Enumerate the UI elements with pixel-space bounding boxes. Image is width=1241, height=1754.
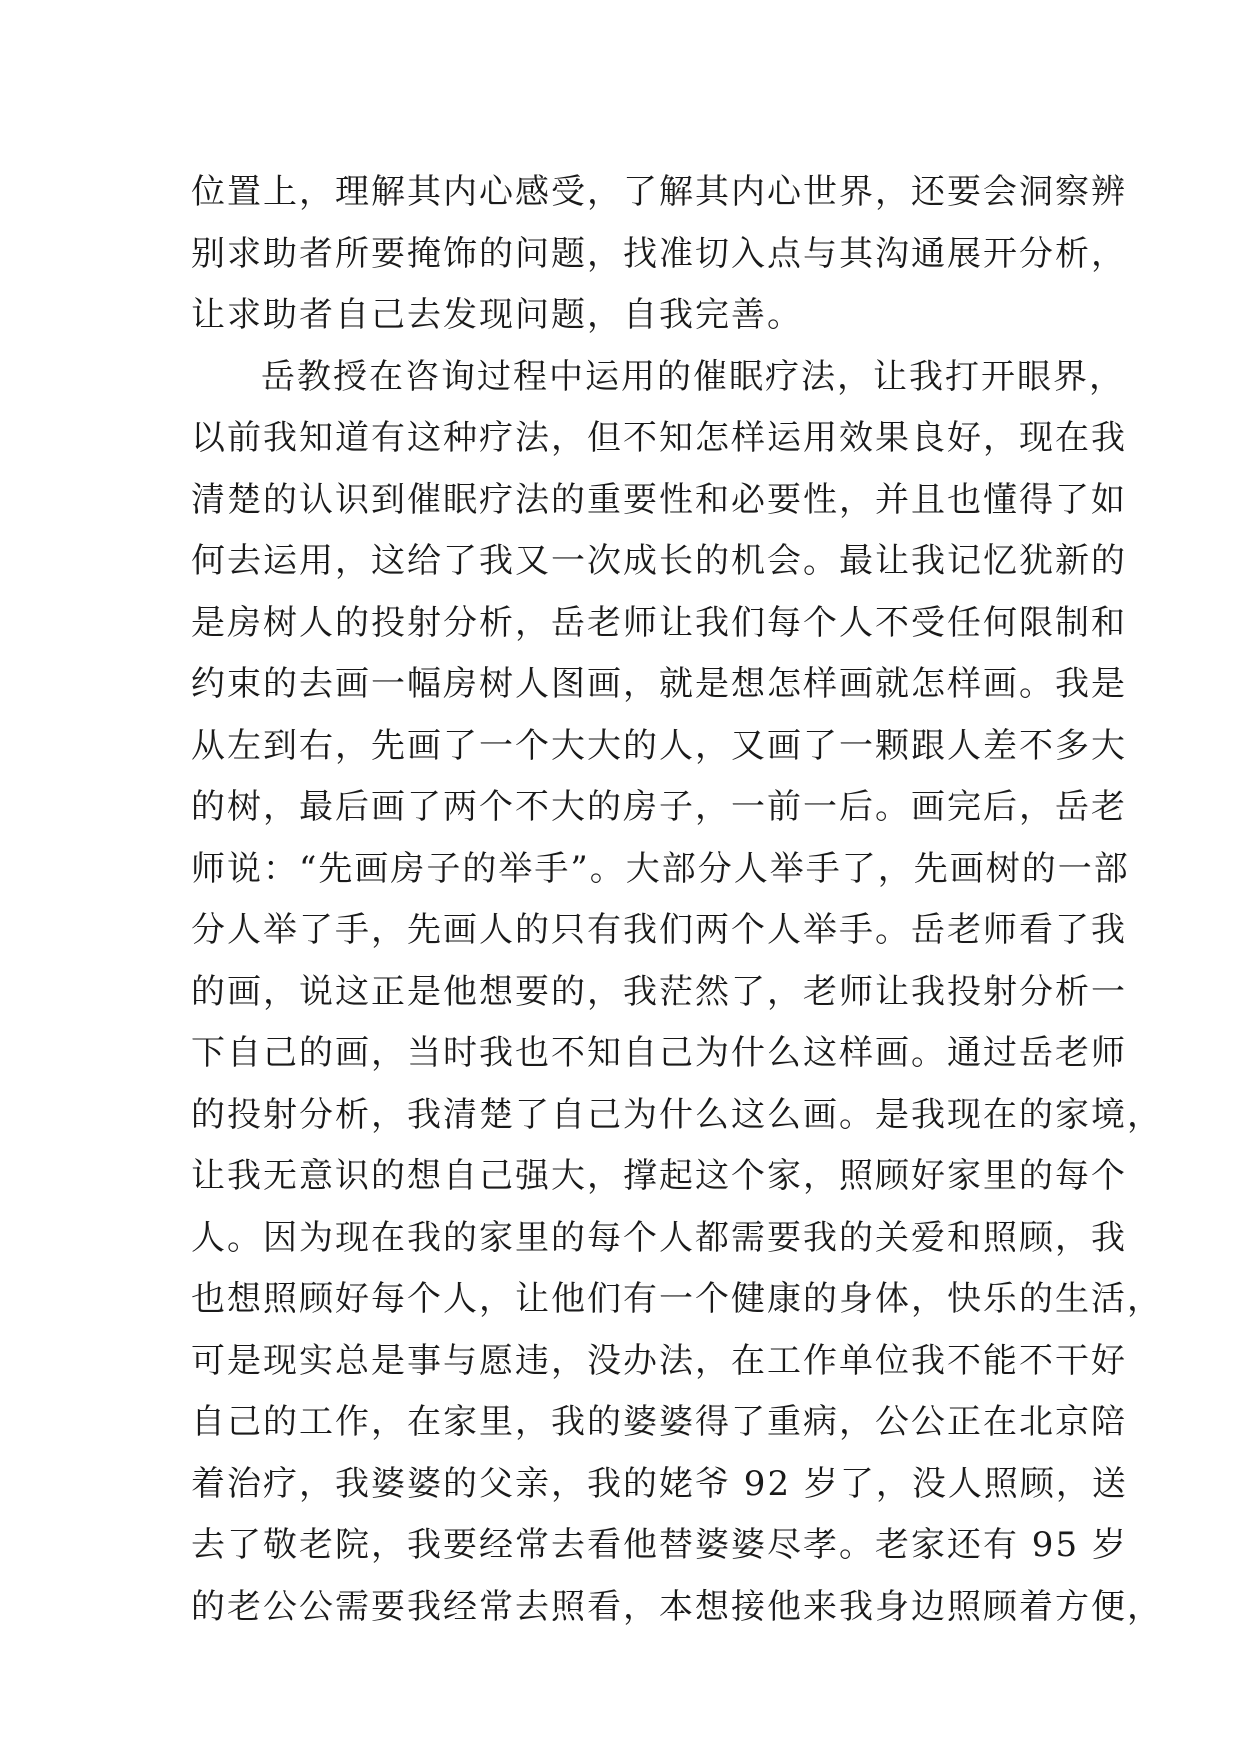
text-line: 的投射分析，我清楚了自己为什么这么画。是我现在的家境， [191, 1094, 1163, 1135]
text-line: 让我无意识的想自己强大，撑起这个家，照顾好家里的每个 [191, 1156, 1127, 1196]
text-line: 让求助者自己去发现问题，自我完善。 [191, 295, 803, 335]
text-line: 也想照顾好每个人，让他们有一个健康的身体，快乐的生活， [191, 1279, 1163, 1319]
text-line: 去了敬老院，我要经常去看他替婆婆尽孝。老家还有 95 岁 [191, 1525, 1128, 1565]
text-line: 的老公公需要我经常去照看，本想接他来我身边照顾着方便， [191, 1586, 1163, 1627]
text-line: 着治疗，我婆婆的父亲，我的姥爷 92 岁了，没人照顾，送 [191, 1463, 1128, 1504]
paragraph-first-line: 岳教授在咨询过程中运用的催眠疗法，让我打开眼界， [261, 356, 1125, 397]
text-line: 以前我知道有这种疗法，但不知怎样运用效果良好，现在我 [191, 418, 1127, 458]
text-line: 分人举了手，先画人的只有我们两个人举手。岳老师看了我 [191, 910, 1127, 950]
text-line: 的树，最后画了两个不大的房子，一前一后。画完后，岳老 [191, 787, 1127, 827]
text-line: 下自己的画，当时我也不知自己为什么这样画。通过岳老师 [191, 1033, 1127, 1073]
text-line: 人。因为现在我的家里的每个人都需要我的关爱和照顾，我 [191, 1217, 1127, 1258]
text-line: 师说：“先画房子的举手”。大部分人举手了，先画树的一部 [191, 848, 1130, 889]
text-line: 清楚的认识到催眠疗法的重要性和必要性，并且也懂得了如 [191, 479, 1127, 520]
text-line: 别求助者所要掩饰的问题，找准切入点与其沟通展开分析， [191, 233, 1127, 274]
text-line: 是房树人的投射分析，岳老师让我们每个人不受任何限制和 [191, 602, 1127, 643]
body-text [191, 162, 1163, 1638]
text-line: 从左到右，先画了一个大大的人，又画了一颗跟人差不多大 [191, 725, 1127, 766]
text-line: 何去运用，这给了我又一次成长的机会。最让我记忆犹新的 [191, 541, 1127, 581]
text-line: 约束的去画一幅房树人图画，就是想怎样画就怎样画。我是 [191, 664, 1127, 704]
text-line: 位置上，理解其内心感受，了解其内心世界，还要会洞察辨 [191, 172, 1127, 212]
text-line: 可是现实总是事与愿违，没办法，在工作单位我不能不干好 [191, 1340, 1127, 1381]
text-line: 自己的工作，在家里，我的婆婆得了重病，公公正在北京陪 [191, 1402, 1127, 1442]
text-line: 的画，说这正是他想要的，我茫然了，老师让我投射分析一 [191, 971, 1127, 1012]
